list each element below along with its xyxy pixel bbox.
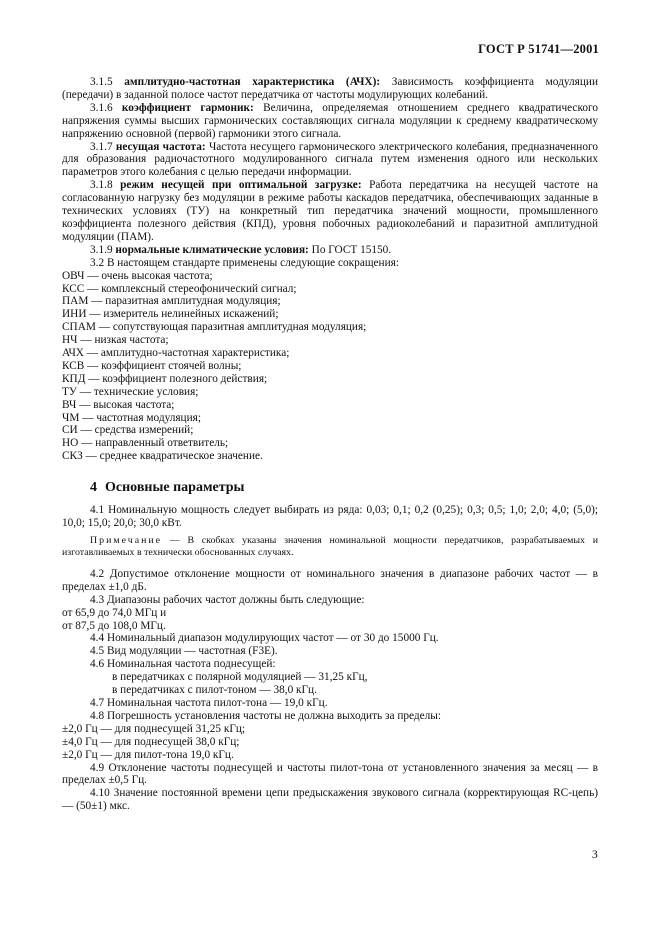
page-number: 3 (592, 849, 598, 861)
abbreviation-item: НЧ — низкая частота; (62, 334, 169, 347)
note-text: — В скобках указаны значения номинальной мощности передатчиков, разрабатываемых и изготавливаемых в технически обоснованных случаях. (62, 534, 598, 558)
clause-number: 3.1.6 (90, 101, 113, 114)
abbreviation-item: ЧМ — частотная модуляция; (62, 411, 201, 424)
term: коэффициент гармоник: (121, 101, 254, 114)
tolerance-item: ±4,0 Гц — для поднесущей 38,0 кГц; (62, 735, 240, 748)
section-heading (90, 482, 598, 495)
subcarrier-item: в передатчиках с полярной модуляцией — 31,25 кГц, (112, 671, 368, 684)
abbreviation-list (62, 270, 598, 464)
section-title: Основные параметры (105, 480, 245, 496)
clause-4-8: 4.8 Погрешность установления частоты не должна выходить за пределы: (90, 709, 442, 722)
abbreviation-item: СПАМ — сопутствующая паразитная амплитудная модуляция; (62, 321, 367, 334)
abbreviation-item: ОВЧ — очень высокая частота; (62, 269, 213, 282)
definition-3-1-6 (62, 102, 598, 141)
abbreviation-item: ВЧ — высокая частота; (62, 398, 175, 411)
definition-3-1-7 (62, 141, 598, 180)
definition-text: По ГОСТ 15150. (311, 243, 392, 256)
clause-4-3: 4.3 Диапазоны рабочих частот должны быть следующие: (90, 593, 365, 606)
term: амплитудно-частотная характеристика (АЧХ): (124, 76, 381, 88)
clause-number: 3.1.9 (90, 243, 113, 256)
page-body (62, 76, 598, 813)
term: нормальные климатические условия: (115, 243, 309, 256)
definition-text: Работа передатчика на несущей частоте на согласованную нагрузку без модуляции в режиме работы каскадов передатчика, обеспечивающих заданные в технических условиях (ТУ) на конкретный тип передатчика значений мощности, промышленного коэффициента полезного действия (КПД), уровня побочных радиоколебаний и паразитной амплитудной модуляции (ПАМ). (62, 179, 598, 243)
clause-number: 3.1.7 (90, 140, 113, 153)
abbreviation-item: ИНИ — измеритель нелинейных искажений; (62, 308, 279, 321)
definition-3-1-5 (62, 76, 598, 102)
note (62, 535, 598, 559)
section-number: 4 (90, 480, 97, 496)
abbreviation-item: ПАМ — паразитная амплитудная модуляция; (62, 295, 281, 308)
clause-4-6: 4.6 Номинальная частота поднесущей: (90, 658, 276, 671)
note-label: Примечание (90, 534, 163, 546)
tolerance-item: ±2,0 Гц — для поднесущей 31,25 кГц; (62, 722, 246, 735)
abbreviation-item: ТУ — технические условия; (62, 385, 199, 398)
document-header: ГОСТ Р 51741—2001 (478, 42, 599, 56)
definition-3-1-9 (62, 244, 598, 257)
abbreviation-item: КСС — комплексный стереофонический сигнал; (62, 282, 297, 295)
range-item: от 87,5 до 108,0 МГц. (62, 619, 166, 632)
tolerance-item: ±2,0 Гц — для пилот-тона 19,0 кГц. (62, 748, 234, 761)
clause-number: 3.1.8 (90, 179, 113, 192)
abbreviation-item: СИ — средства измерений; (62, 424, 194, 437)
abbreviation-item: НО — направленный ответвитель; (62, 437, 229, 450)
abbreviation-item: АЧХ — амплитудно-частотная характеристика; (62, 347, 290, 360)
abbreviation-item: КСВ — коэффициент стоячей волны; (62, 359, 242, 372)
clause-4-5: 4.5 Вид модуляции — частотная (F3E). (90, 645, 278, 658)
range-item: от 65,9 до 74,0 МГц и (62, 606, 167, 619)
term: режим несущей при оптимальной загрузке: (120, 179, 362, 192)
clause-4-1: 4.1 Номинальную мощность следует выбирать из ряда: 0,03; 0,1; 0,2 (0,25); 0,3; 0,5; 1,0; 2,0; 4,0; (5,0); 10,0; 15,0; 20,0; 30,0 кВт. (62, 504, 598, 529)
abbreviations-intro: 3.2 В настоящем стандарте применены следующие сокращения: (90, 256, 399, 269)
clause-number: 3.1.5 (90, 76, 113, 88)
clause-4-9: 4.9 Отклонение частоты поднесущей и частоты пилот-тона от установленного значения за месяц — в пределах ±0,5 Гц. (62, 761, 598, 787)
definition-text: Частота несущего гармонического электрического колебания, предназначенного для образования радиочастотного модулированного сигнала путем изменения одного или нескольких параметров этого колебания с целью передачи информации. (62, 140, 599, 179)
clause-4-10: 4.10 Значение постоянной времени цепи предыскажения звукового сигнала (корректирующая RC-цепь) — (50±1) мкс. (62, 787, 598, 813)
clause-4-2: 4.2 Допустимое отклонение мощности от номинального значения в диапазоне рабочих частот — в пределах ±1,0 дБ. (62, 567, 598, 593)
definition-text: Величина, определяемая отношением среднего квадратического напряжения суммы высших гармонических составляющих сигнала модуляции к среднему квадратическому напряжению основной (первой) гармоники этого сигнала. (62, 101, 599, 140)
clause-4-4: 4.4 Номинальный диапазон модулирующих частот — от 30 до 15000 Гц. (90, 632, 439, 645)
abbreviation-item: СКЗ — среднее квадратическое значение. (62, 450, 263, 463)
term: несущая частота: (115, 140, 206, 153)
abbreviation-item: КПД — коэффициент полезного действия; (62, 372, 268, 385)
definition-text: Зависимость коэффициента модуляции (передачи) в заданной полосе частот передатчика от частоты модулирующих колебаний. (62, 76, 598, 101)
subcarrier-item: в передатчиках с пилот-тоном — 38,0 кГц. (112, 684, 317, 697)
definition-3-1-8 (62, 179, 598, 244)
clause-4-7: 4.7 Номинальная частота пилот-тона — 19,0 кГц. (90, 696, 328, 709)
